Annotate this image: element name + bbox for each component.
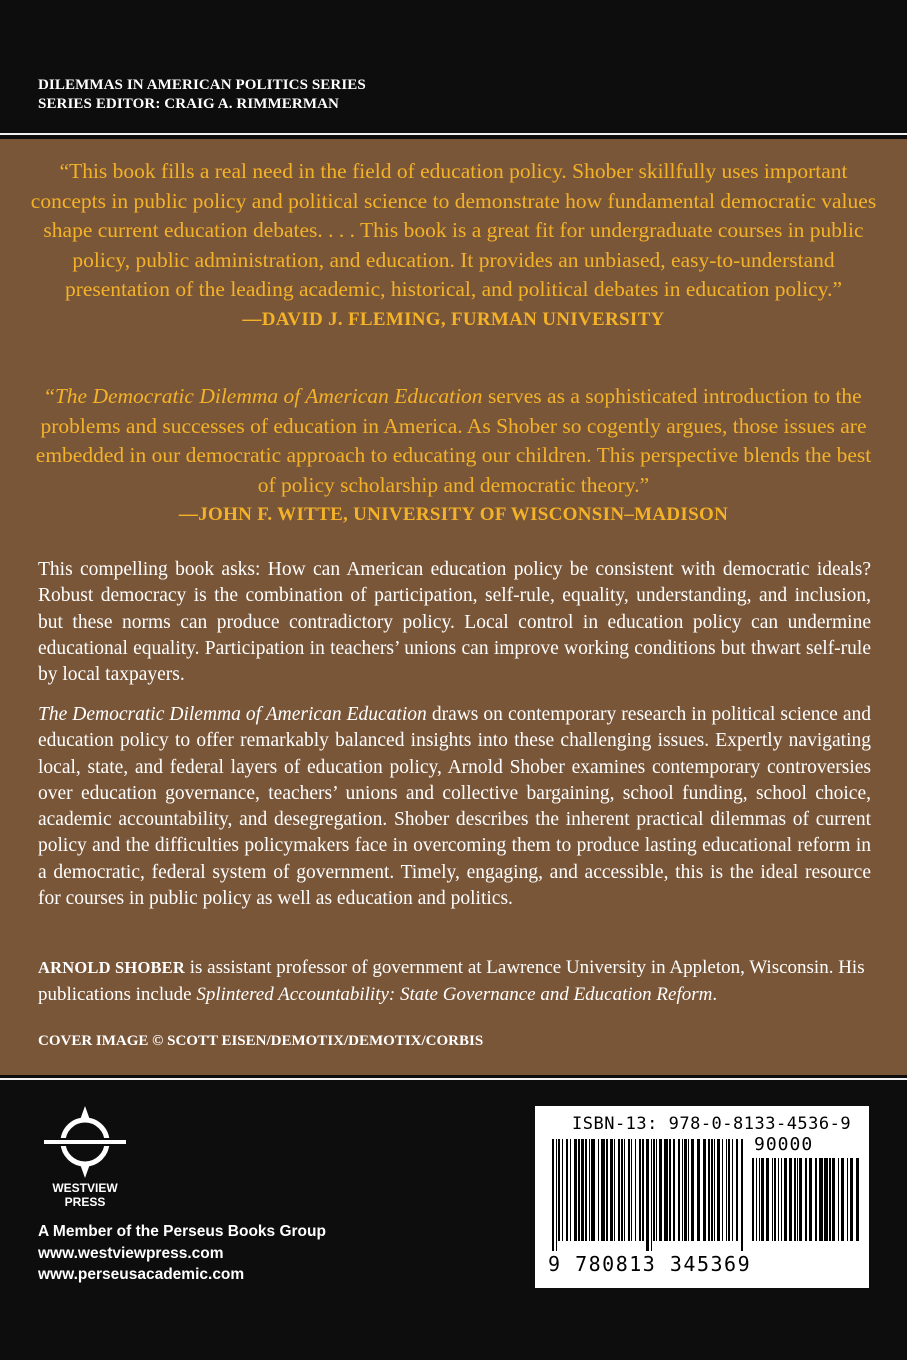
publisher-url-perseus[interactable]: www.perseusacademic.com — [38, 1266, 245, 1283]
endorsement-quote-2 — [30, 382, 877, 530]
author-bio-end: . — [712, 983, 718, 1005]
isbn-label: ISBN-13: 978-0-8133-4536-9 — [572, 1114, 852, 1134]
barcode-bar — [766, 1158, 769, 1241]
top-divider — [0, 133, 907, 135]
barcode-bar — [722, 1139, 723, 1241]
barcode-bar — [781, 1158, 782, 1241]
author-bio-text: is assistant professor of government at Lawrence University in Appleton, Wisconsin. His publications include — [38, 957, 865, 1005]
barcode-bar — [669, 1139, 671, 1241]
barcode-bar — [639, 1139, 641, 1241]
barcode-bar — [684, 1139, 687, 1241]
barcode-bar — [774, 1158, 776, 1241]
barcode-bar — [651, 1139, 652, 1251]
series-name: DILEMMAS IN AMERICAN POLITICS SERIES — [38, 77, 366, 93]
barcode-bar — [838, 1158, 839, 1241]
barcode-bar — [784, 1158, 787, 1241]
barcode-bar — [646, 1139, 649, 1251]
barcode-bar — [581, 1139, 584, 1241]
barcode-bar — [824, 1158, 828, 1241]
barcode-bar — [778, 1158, 779, 1241]
barcode-bar — [598, 1139, 599, 1241]
barcode-bar — [850, 1158, 853, 1241]
barcode-bar — [556, 1139, 557, 1251]
barcode-bar — [761, 1158, 764, 1241]
barcode-bar — [631, 1139, 632, 1241]
barcode-bar — [566, 1139, 568, 1241]
barcode-bar — [717, 1139, 720, 1241]
barcode-bar — [618, 1139, 620, 1241]
quote-2-attribution: —JOHN F. WITTE, UNIVERSITY OF WISCONSIN–MADISON — [178, 504, 729, 525]
barcode-bar — [732, 1139, 733, 1241]
barcode-bar — [714, 1139, 715, 1241]
cover-image-credit: COVER IMAGE © SCOTT EISEN/DEMOTIX/DEMOTIX/CORBIS — [38, 1033, 484, 1049]
description-paragraph-1: This compelling book asks: How can American education policy be consistent with democratic ideals? Robust democracy is the combination of participation, self-rule, equality, understanding, and inclusion, but these norms can produce contradictory policy. Local control in education policy can undermine educational equality. Participation in teachers’ unions can improve working conditions but thwart self-rule by local taxpayers. — [38, 559, 871, 686]
author-book-title: Splintered Accountability: State Governance and Education Reform — [196, 983, 713, 1005]
barcode-bar — [759, 1158, 760, 1241]
publisher-url-westview[interactable]: www.westviewpress.com — [38, 1244, 224, 1262]
barcode-bar — [728, 1139, 730, 1241]
barcode-bar — [642, 1139, 644, 1241]
series-editor: SERIES EDITOR: CRAIG A. RIMMERMAN — [38, 96, 339, 112]
isbn-barcode — [552, 1139, 744, 1251]
barcode-bar — [656, 1139, 657, 1241]
barcode-bar — [614, 1139, 615, 1241]
author-bio — [38, 955, 878, 1008]
barcode-bar — [847, 1158, 848, 1241]
barcode-bar — [829, 1158, 831, 1241]
barcode-bar — [664, 1139, 668, 1241]
barcode-bar — [809, 1158, 812, 1241]
barcode-bar — [635, 1139, 636, 1241]
barcode-bar — [558, 1139, 560, 1241]
barcode-bar — [741, 1139, 743, 1251]
price-addon-barcode — [752, 1158, 860, 1251]
barcode-bar — [703, 1139, 706, 1241]
description-paragraph-2 — [38, 702, 871, 912]
barcode-bar — [736, 1139, 738, 1241]
barcode-bar — [621, 1139, 623, 1241]
barcode-bar — [606, 1139, 608, 1241]
barcode-bar — [601, 1139, 605, 1241]
publisher-info — [38, 1221, 326, 1286]
barcode-bar — [591, 1139, 595, 1241]
barcode-bar — [624, 1139, 625, 1241]
barcode-bar — [688, 1139, 689, 1241]
barcode-bar — [659, 1139, 662, 1241]
barcode-bar — [756, 1158, 757, 1241]
barcode-bar — [552, 1139, 554, 1251]
quote-2-open-mark: “ — [45, 384, 55, 408]
logo-text-press: PRESS — [64, 1195, 106, 1209]
westview-press-logo — [38, 1104, 138, 1214]
barcode-bar — [794, 1158, 796, 1241]
paragraph-2-text: draws on contemporary research in political science and education policy to offer remarkably balanced insights into these challenging issues. Expertly navigating local, state, and federal layers of education policy, Arnold Shober examines contemporary controversies over education governance, teachers’ unions and collective bargaining, school funding, school choice, academic accountability, and desegregation. Shober describes the inherent practical dilemmas of current policy and the difficulties policymakers face in overcoming them to produce lasting educational reform in a democratic, federal system of government. Timely, engaging, and accessible, this is the ideal resource for courses in public policy as well as education and politics. — [38, 704, 871, 910]
barcode-bar — [691, 1139, 694, 1241]
quote-2-text: serves as a sophisticated introduction to the problems and successes of education in America. As Shober so cogently argues, those issues are embedded in our democratic approach to educating our children. This perspective blends the best of policy scholarship and democratic theory.” — [35, 384, 872, 497]
barcode-bar — [797, 1158, 798, 1241]
logo-text-westview: WESTVIEW — [52, 1181, 118, 1195]
barcode-bar — [772, 1158, 773, 1241]
barcode-bar — [574, 1139, 577, 1241]
bottom-divider — [0, 1078, 907, 1080]
barcode-bar — [578, 1139, 580, 1241]
barcode-bar — [653, 1139, 655, 1241]
barcode-bar — [697, 1139, 700, 1241]
barcode-bar — [832, 1158, 835, 1241]
compass-icon — [40, 1106, 130, 1178]
quote-1-text: “This book fills a real need in the field of education policy. Shober skillfully uses important concepts in public policy and political science to demonstrate how fundamental democratic values shape current education debates. . . . This book is a great fit for undergraduate courses in public policy, public administration, and education. It provides an unbiased, easy-to-understand presentation of the leading academic, historical, and political debates in education policy.” — [30, 159, 877, 301]
endorsement-quote-1 — [30, 157, 877, 334]
paragraph-2-book-title: The Democratic Dilemma of American Education — [38, 704, 427, 725]
barcode-bar — [678, 1139, 680, 1241]
publisher-member: A Member of the Perseus Books Group — [38, 1223, 326, 1240]
author-name: ARNOLD SHOBER — [38, 958, 185, 977]
barcode-bar — [673, 1139, 675, 1241]
barcode-bar — [570, 1139, 571, 1241]
barcode-bar — [585, 1139, 587, 1241]
barcode-bar — [752, 1158, 754, 1241]
price-code: 90000 — [754, 1134, 814, 1155]
quote-1-attribution: —DAVID J. FLEMING, FURMAN UNIVERSITY — [242, 308, 665, 330]
barcode-bar — [805, 1158, 807, 1241]
barcode-bar — [682, 1139, 683, 1241]
barcode-bar — [856, 1158, 859, 1241]
barcode-bar — [726, 1139, 727, 1241]
series-info — [38, 76, 366, 114]
barcode-bar — [799, 1158, 802, 1241]
barcode-bar — [708, 1139, 710, 1241]
barcode-digits: 9 780813 345369 — [548, 1252, 752, 1276]
barcode-bar — [562, 1139, 563, 1241]
barcode-bar — [589, 1139, 590, 1241]
quote-2-book-title: The Democratic Dilemma of American Education — [54, 384, 483, 408]
barcode-bar — [819, 1158, 823, 1241]
barcode-bar — [610, 1139, 613, 1241]
barcode-bar — [789, 1158, 792, 1241]
barcode-bar — [711, 1139, 713, 1241]
barcode-bar — [815, 1158, 817, 1241]
barcode-bar — [841, 1158, 844, 1241]
barcode-bar — [628, 1139, 630, 1241]
